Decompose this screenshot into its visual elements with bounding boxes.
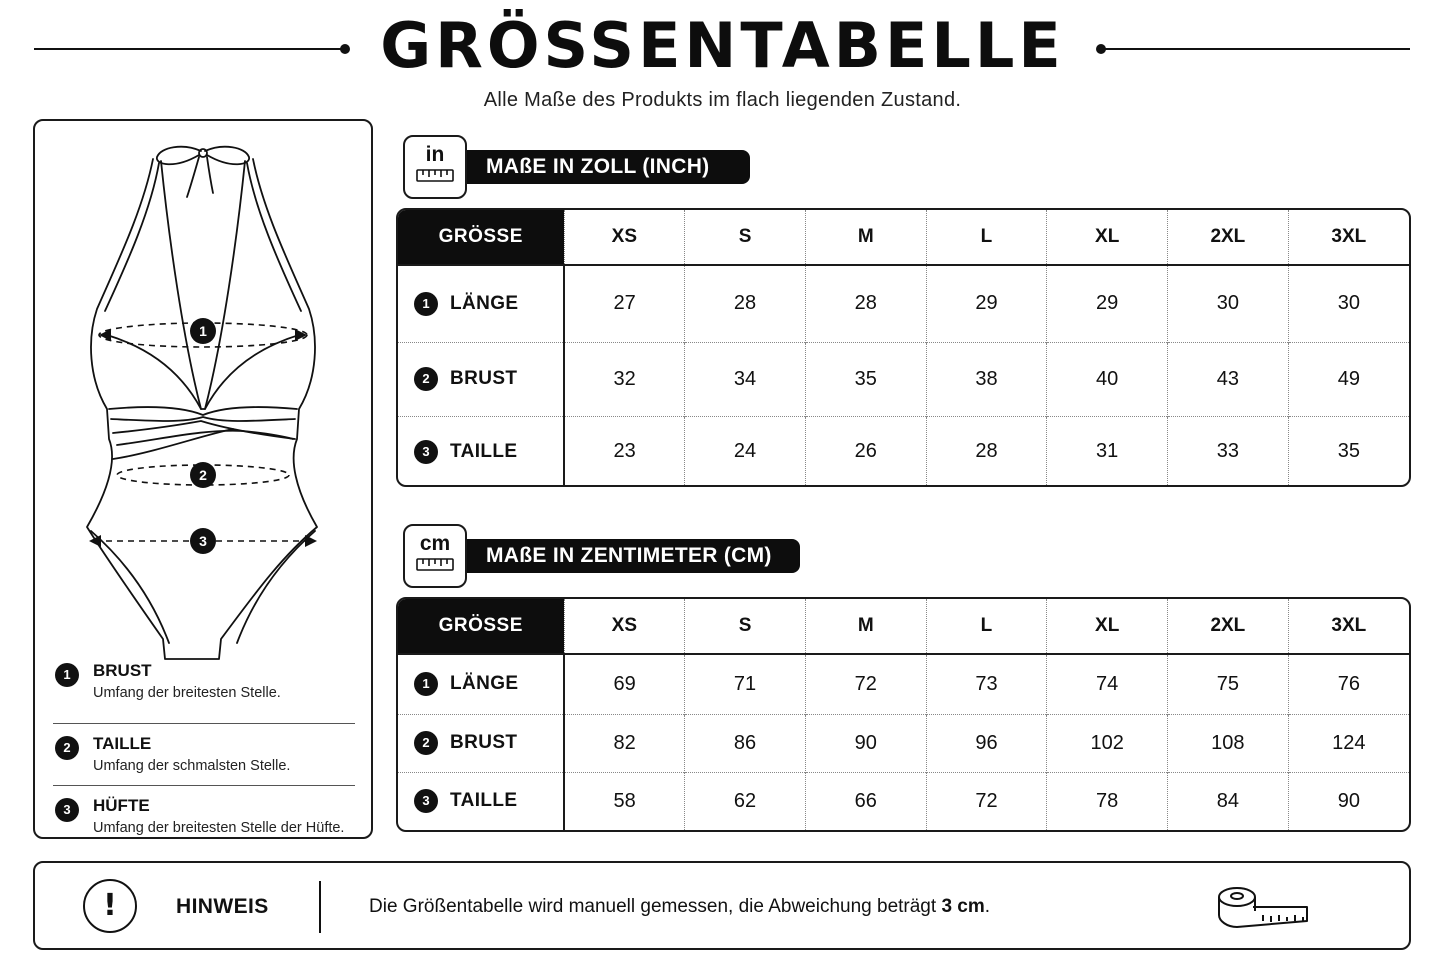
table-row <box>398 654 1409 714</box>
table-cell: 73 <box>926 654 1047 714</box>
inch-unit-label: in <box>425 143 445 166</box>
table-cell: 49 <box>1288 342 1409 416</box>
row-label-brust: 2 BRUST <box>398 342 564 416</box>
table-cell: 32 <box>564 342 685 416</box>
size-header-m: M <box>805 210 926 265</box>
row-number: 1 <box>414 672 438 696</box>
page-subtitle: Alle Maße des Produkts im flach liegenden Zustand. <box>483 89 962 111</box>
size-header-xl: XL <box>1047 599 1168 654</box>
exclamation-circle-icon: ! <box>83 879 137 933</box>
table-cell: 31 <box>1047 416 1168 487</box>
size-header-2xl: 2XL <box>1168 599 1289 654</box>
table-cell: 35 <box>805 342 926 416</box>
size-header-xl: XL <box>1047 210 1168 265</box>
note-box <box>33 861 1411 950</box>
size-header-3xl: 3XL <box>1288 599 1409 654</box>
swimsuit-illustration <box>83 139 323 669</box>
note-text: Die Größentabelle wird manuell gemessen, die Abweichung beträgt 3 cm. <box>369 896 991 917</box>
inch-unit-badge <box>403 135 467 199</box>
size-header-2xl: 2XL <box>1168 210 1289 265</box>
cm-section-heading: MAßE IN ZENTIMETER (CM) <box>458 539 800 573</box>
table-cell: 66 <box>805 772 926 830</box>
table-cell: 90 <box>805 714 926 772</box>
row-label-taille: 3 TAILLE <box>398 772 564 830</box>
table-cell: 28 <box>805 265 926 342</box>
table-cell: 38 <box>926 342 1047 416</box>
ruler-icon <box>416 557 454 571</box>
row-label-taille: 3 TAILLE <box>398 416 564 487</box>
size-column-header: GRÖSSE <box>398 599 564 654</box>
size-header-xs: XS <box>564 599 685 654</box>
legend-item-huefte <box>53 785 355 847</box>
table-cell: 96 <box>926 714 1047 772</box>
size-header-s: S <box>685 599 806 654</box>
table-cell: 24 <box>685 416 806 487</box>
legend-item-brust <box>53 661 355 723</box>
table-cell: 33 <box>1168 416 1289 487</box>
ruler-icon <box>416 168 454 182</box>
table-cell: 28 <box>926 416 1047 487</box>
size-header-l: L <box>926 210 1047 265</box>
table-row <box>398 416 1409 487</box>
size-header-3xl: 3XL <box>1288 210 1409 265</box>
table-cell: 69 <box>564 654 685 714</box>
table-cell: 29 <box>926 265 1047 342</box>
note-deviation-value: 3 cm <box>941 896 985 917</box>
table-cell: 29 <box>1047 265 1168 342</box>
legend-title: HÜFTE <box>93 796 150 815</box>
illustration-marker-3 <box>190 528 216 554</box>
table-cell: 76 <box>1288 654 1409 714</box>
svg-text:2: 2 <box>199 467 207 483</box>
table-row <box>398 265 1409 342</box>
legend-number: 2 <box>55 736 79 760</box>
legend-title: BRUST <box>93 661 152 680</box>
legend-description: Umfang der breitesten Stelle. <box>93 685 281 701</box>
table-cell: 86 <box>685 714 806 772</box>
table-cell: 124 <box>1288 714 1409 772</box>
row-number: 3 <box>414 789 438 813</box>
row-number: 2 <box>414 731 438 755</box>
table-cell: 72 <box>926 772 1047 830</box>
table-cell: 23 <box>564 416 685 487</box>
row-number: 2 <box>414 367 438 391</box>
table-cell: 58 <box>564 772 685 830</box>
table-cell: 28 <box>685 265 806 342</box>
cm-size-table <box>396 597 1411 832</box>
table-cell: 78 <box>1047 772 1168 830</box>
inch-size-table <box>396 208 1411 487</box>
table-row <box>398 772 1409 830</box>
legend-description: Umfang der breitesten Stelle der Hüfte. <box>93 820 345 836</box>
table-row <box>398 714 1409 772</box>
cm-unit-badge <box>403 524 467 588</box>
table-cell: 40 <box>1047 342 1168 416</box>
size-header-s: S <box>685 210 806 265</box>
size-header-l: L <box>926 599 1047 654</box>
table-cell: 90 <box>1288 772 1409 830</box>
svg-text:3: 3 <box>199 533 207 549</box>
row-label-laenge: 1 LÄNGE <box>398 654 564 714</box>
size-column-header: GRÖSSE <box>398 210 564 265</box>
illustration-marker-1 <box>190 318 216 344</box>
table-cell: 30 <box>1288 265 1409 342</box>
table-cell: 82 <box>564 714 685 772</box>
table-cell: 35 <box>1288 416 1409 487</box>
note-label: HINWEIS <box>176 895 269 918</box>
table-cell: 34 <box>685 342 806 416</box>
measuring-tape-icon <box>1215 881 1315 935</box>
page-title: GRÖSSENTABELLE <box>380 9 1065 82</box>
table-cell: 71 <box>685 654 806 714</box>
legend-title: TAILLE <box>93 734 152 753</box>
illustration-marker-2 <box>190 462 216 488</box>
legend-description: Umfang der schmalsten Stelle. <box>93 758 291 774</box>
table-cell: 43 <box>1168 342 1289 416</box>
cm-unit-label: cm <box>419 532 451 555</box>
row-number: 1 <box>414 292 438 316</box>
table-cell: 108 <box>1168 714 1289 772</box>
table-row <box>398 342 1409 416</box>
note-divider <box>319 881 321 933</box>
table-cell: 30 <box>1168 265 1289 342</box>
table-cell: 75 <box>1168 654 1289 714</box>
table-cell: 74 <box>1047 654 1168 714</box>
measurement-legend <box>53 661 355 847</box>
table-cell: 84 <box>1168 772 1289 830</box>
legend-number: 1 <box>55 663 79 687</box>
svg-text:1: 1 <box>199 323 207 339</box>
size-header-m: M <box>805 599 926 654</box>
table-cell: 62 <box>685 772 806 830</box>
table-cell: 27 <box>564 265 685 342</box>
row-label-brust: 2 BRUST <box>398 714 564 772</box>
legend-number: 3 <box>55 798 79 822</box>
row-label-laenge: 1 LÄNGE <box>398 265 564 342</box>
table-cell: 26 <box>805 416 926 487</box>
table-cell: 72 <box>805 654 926 714</box>
legend-item-taille <box>53 723 355 785</box>
size-header-xs: XS <box>564 210 685 265</box>
table-cell: 102 <box>1047 714 1168 772</box>
measurement-guide-panel <box>33 119 373 839</box>
inch-section-heading: MAßE IN ZOLL (INCH) <box>458 150 750 184</box>
row-number: 3 <box>414 440 438 464</box>
